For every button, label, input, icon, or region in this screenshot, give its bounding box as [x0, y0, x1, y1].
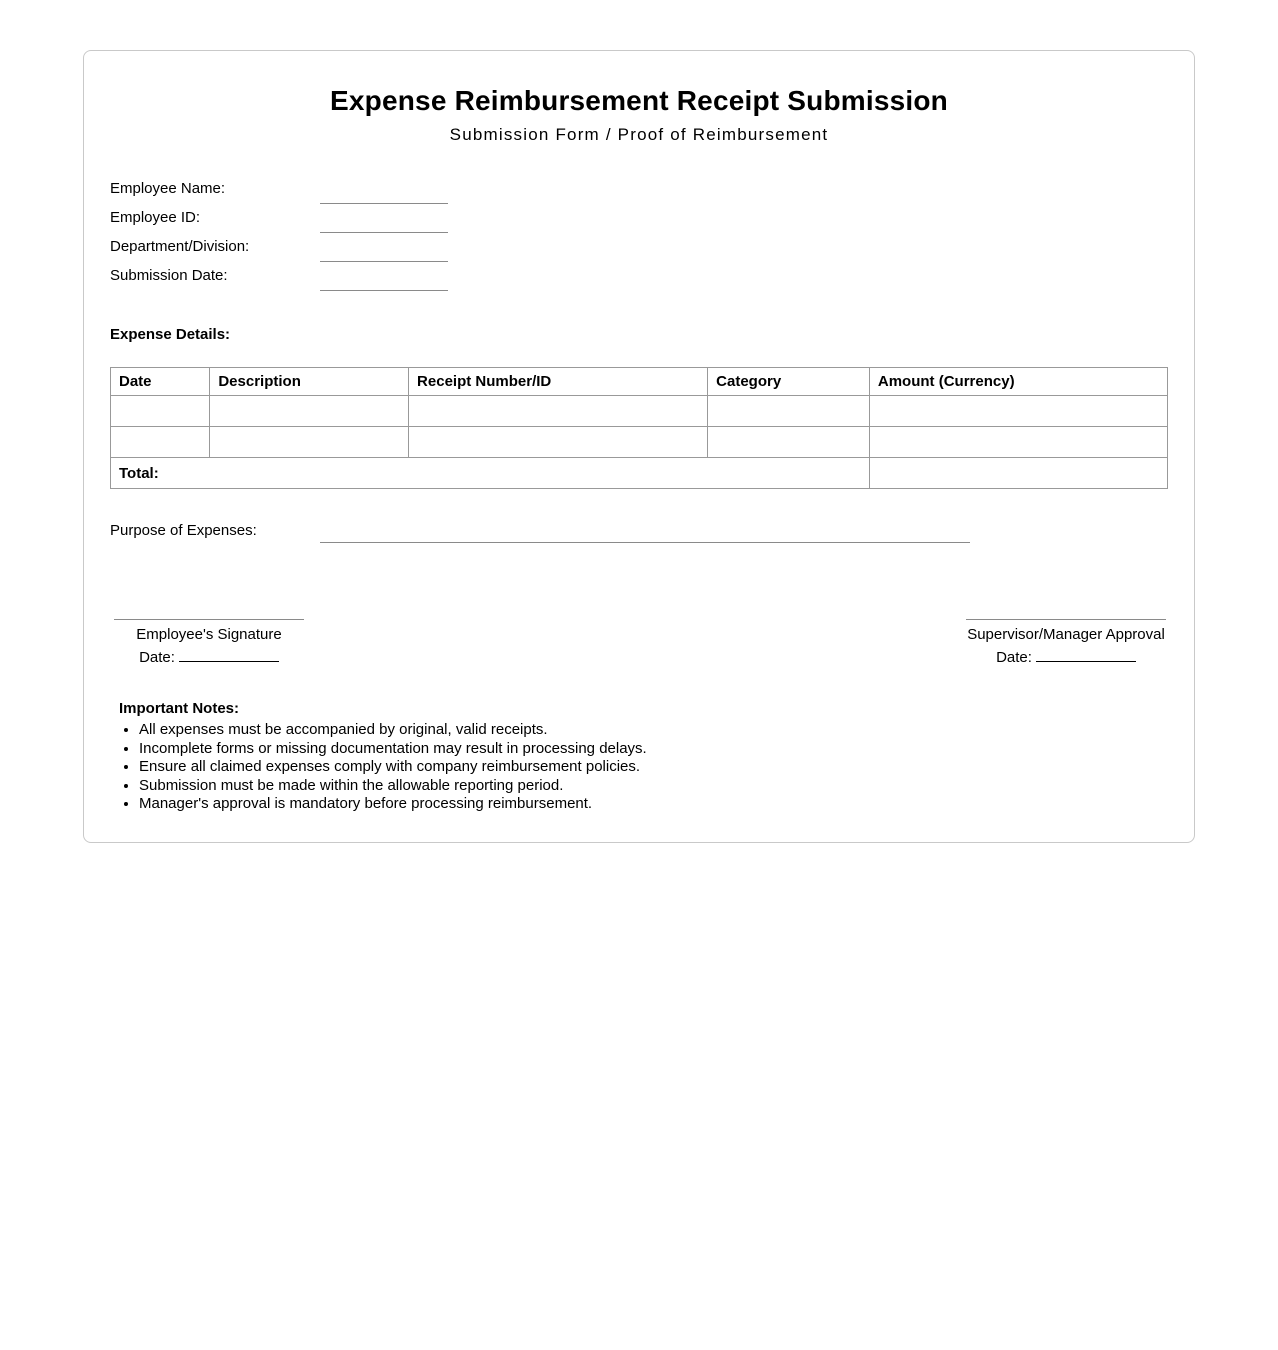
col-header-amount: Amount (Currency): [869, 368, 1167, 396]
expense-cell-date[interactable]: [111, 396, 210, 427]
purpose-section: [110, 522, 1168, 543]
expense-cell-receipt-number[interactable]: [409, 427, 708, 458]
submission-date-blank[interactable]: [320, 267, 448, 291]
expense-cell-description[interactable]: [210, 396, 409, 427]
note-item: • Ensure all claimed expenses comply with company reimbursement policies.: [139, 758, 1168, 777]
expense-cell-receipt-number[interactable]: [409, 396, 708, 427]
employee-date-blank[interactable]: [179, 649, 279, 662]
purpose-blank[interactable]: [320, 522, 970, 543]
department-blank[interactable]: [320, 238, 448, 262]
page-title: Expense Reimbursement Receipt Submission: [330, 85, 948, 116]
col-header-category: Category: [708, 368, 870, 396]
important-notes-heading: Important Notes:: [119, 700, 239, 717]
supervisor-date-row: [966, 649, 1166, 666]
field-row-submission-date: [110, 267, 1168, 296]
expense-cell-date[interactable]: [111, 427, 210, 458]
page-background: [0, 50, 1278, 1350]
note-item: • Manager's approval is mandatory before processing reimbursement.: [139, 795, 1168, 814]
employee-signature-block: [114, 619, 304, 666]
expense-cell-description[interactable]: [210, 427, 409, 458]
col-header-date: Date: [111, 368, 210, 396]
purpose-label: Purpose of Expenses:: [110, 522, 257, 539]
field-row-employee-name: [110, 180, 1168, 209]
signature-section: [110, 619, 1168, 666]
field-row-employee-id: [110, 209, 1168, 238]
form-card: [83, 50, 1195, 843]
employee-date-label: Date:: [139, 649, 175, 666]
expense-cell-amount[interactable]: [869, 427, 1167, 458]
col-header-receipt-number: Receipt Number/ID: [409, 368, 708, 396]
expense-cell-category[interactable]: [708, 427, 870, 458]
submission-date-label: Submission Date:: [110, 267, 228, 284]
employee-signature-line[interactable]: [114, 619, 304, 620]
note-item: • Incomplete forms or missing documentation may result in processing delays.: [139, 740, 1168, 759]
employee-date-row: [114, 649, 304, 666]
expense-cell-category[interactable]: [708, 396, 870, 427]
supervisor-signature-line[interactable]: [966, 619, 1166, 620]
supervisor-approval-label: Supervisor/Manager Approval: [967, 626, 1165, 643]
expense-table: [110, 367, 1168, 489]
total-row: [111, 458, 1168, 489]
page-subtitle: Submission Form / Proof of Reimbursement: [449, 125, 829, 144]
col-header-description: Description: [210, 368, 409, 396]
supervisor-date-label: Date:: [996, 649, 1032, 666]
table-header-row: [111, 368, 1168, 396]
employee-name-blank[interactable]: [320, 180, 448, 204]
employee-info-section: [110, 180, 1168, 296]
supervisor-approval-block: [966, 619, 1166, 666]
supervisor-date-blank[interactable]: [1036, 649, 1136, 662]
important-notes-section: [119, 700, 1168, 814]
department-label: Department/Division:: [110, 238, 250, 255]
note-item: • Submission must be made within the allowable reporting period.: [139, 777, 1168, 796]
field-row-department: [110, 238, 1168, 267]
total-label: Total:: [111, 458, 870, 489]
employee-signature-label: Employee's Signature: [136, 626, 282, 643]
expense-details-heading: Expense Details:: [110, 326, 231, 343]
expense-row-1: [111, 396, 1168, 427]
total-amount-cell[interactable]: [869, 458, 1167, 489]
employee-id-label: Employee ID:: [110, 209, 201, 226]
important-notes-list: [119, 721, 1168, 814]
note-item: • All expenses must be accompanied by original, valid receipts.: [139, 721, 1168, 740]
employee-name-label: Employee Name:: [110, 180, 226, 197]
employee-id-blank[interactable]: [320, 209, 448, 233]
expense-cell-amount[interactable]: [869, 396, 1167, 427]
expense-row-2: [111, 427, 1168, 458]
